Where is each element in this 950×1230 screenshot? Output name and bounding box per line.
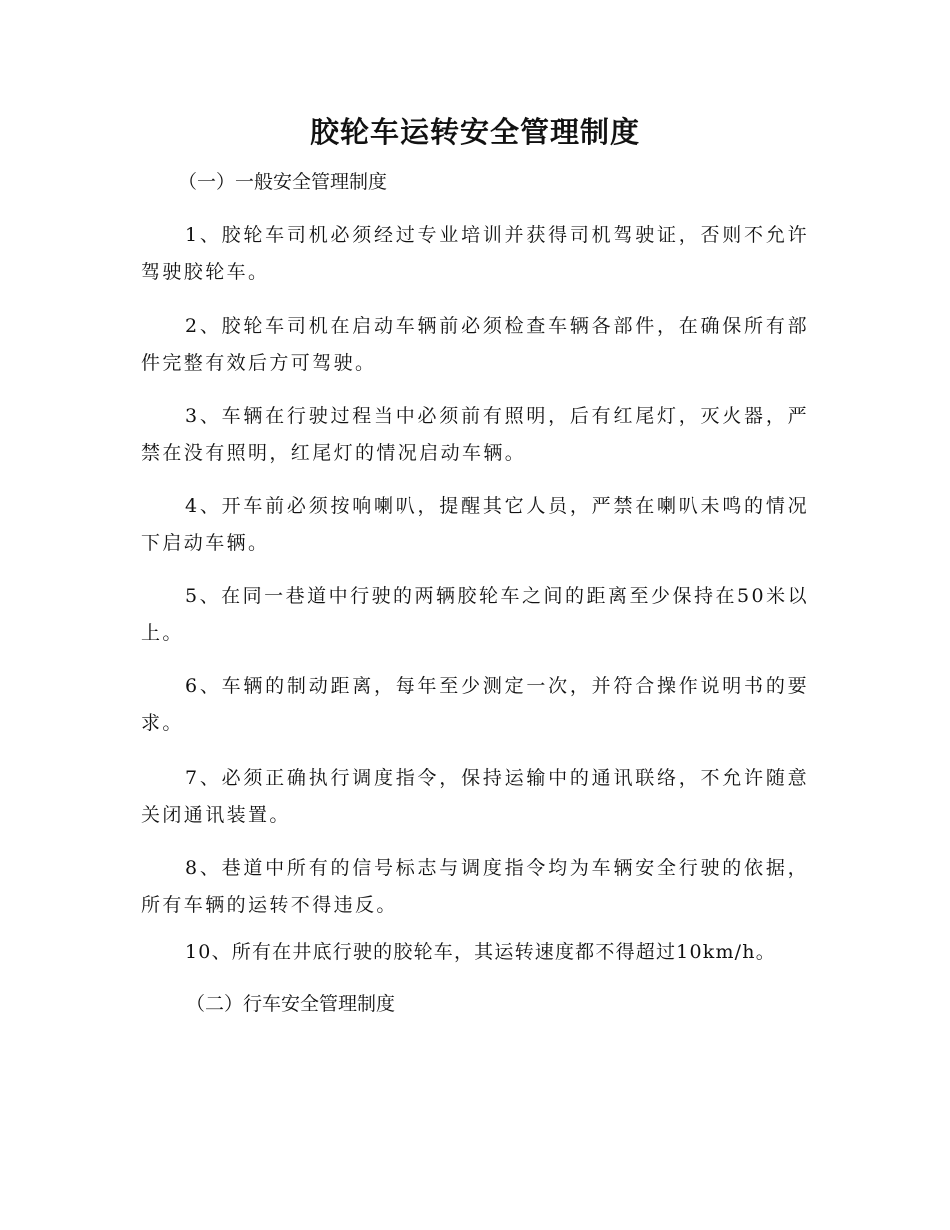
- rule-item-4: 4、开车前必须按响喇叭，提醒其它人员，严禁在喇叭未鸣的情况下启动车辆。: [141, 495, 809, 554]
- rule-item-2: 2、胶轮车司机在启动车辆前必须检查车辆各部件，在确保所有部件完整有效后方可驾驶。: [141, 315, 809, 374]
- rule-item-1: 1、胶轮车司机必须经过专业培训并获得司机驾驶证，否则不允许驾驶胶轮车。: [141, 224, 809, 283]
- section-heading-driving: （二）行车安全管理制度: [186, 993, 396, 1015]
- rule-item-6: 6、车辆的制动距离，每年至少测定一次，并符合操作说明书的要求。: [141, 675, 809, 734]
- section-heading-general: （一）一般安全管理制度: [178, 171, 388, 193]
- document-title: 胶轮车运转安全管理制度: [309, 115, 640, 149]
- rule-item-5: 5、在同一巷道中行驶的两辆胶轮车之间的距离至少保持在50米以上。: [141, 585, 809, 644]
- rule-item-3: 3、车辆在行驶过程当中必须前有照明，后有红尾灯，灭火器，严禁在没有照明，红尾灯的情况启动车辆。: [141, 405, 809, 464]
- rule-item-7: 7、必须正确执行调度指令，保持运输中的通讯联络，不允许随意关闭通讯装置。: [141, 767, 809, 826]
- rule-item-10: 10、所有在井底行驶的胶轮车，其运转速度都不得超过10km/h。: [185, 941, 776, 963]
- rule-item-8: 8、巷道中所有的信号标志与调度指令均为车辆安全行驶的依据，所有车辆的运转不得违反。: [141, 857, 809, 916]
